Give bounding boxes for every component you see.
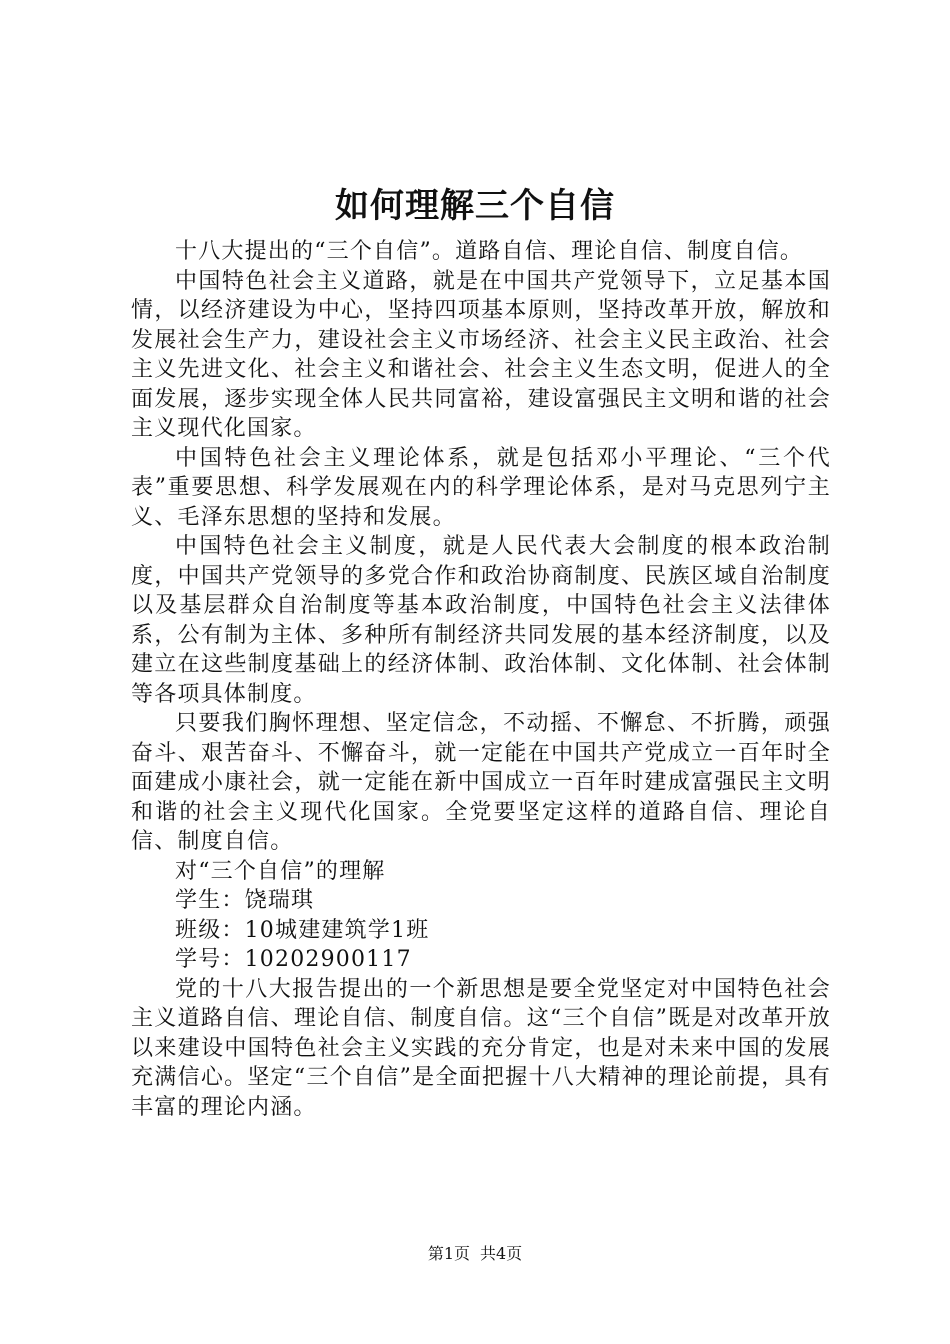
paragraph-theory: 中国特色社会主义理论体系，就是包括邓小平理论、“三个代表”重要思想、科学发展观在内的科学理论体系，是对马克思列宁主义、毛泽东思想的坚持和发展。 bbox=[131, 445, 831, 530]
page-total: 共4页 bbox=[480, 1244, 523, 1263]
student-class: 班级：10城建建筑学1班 bbox=[175, 917, 430, 943]
page-number: 第1页 bbox=[427, 1244, 470, 1263]
paragraph-conclusion: 只要我们胸怀理想、坚定信念，不动摇、不懈怠、不折腾，顽强奋斗、艰苦奋斗、不懈奋斗，就一定能在中国共产党成立一百年时全面建成小康社会，就一定能在新中国成立一百年时建成富强民主文明和谐的社会主义现代化国家。全党要坚定这样的道路自信、理论自信、制度自信。 bbox=[131, 711, 831, 854]
page-footer bbox=[0, 1243, 950, 1265]
paragraph-essay: 党的十八大报告提出的一个新思想是要全党坚定对中国特色社会主义道路自信、理论自信、制度自信。这“三个自信”既是对改革开放以来建设中国特色社会主义实践的充分肯定，也是对未来中国的发展充满信心。坚定“三个自信”是全面把握十八大精神的理论前提，具有丰富的理论内涵。 bbox=[131, 976, 831, 1120]
essay-subtitle: 对“三个自信”的理解 bbox=[175, 858, 386, 884]
paragraph-system: 中国特色社会主义制度，就是人民代表大会制度的根本政治制度，中国共产党领导的多党合作和政治协商制度、民族区域自治制度以及基层群众自治制度等基本政治制度，中国特色社会主义法律体系，公有制为主体、多种所有制经济共同发展的基本经济制度，以及建立在这些制度基础上的经济体制、政治体制、文化体制、社会体制等各项具体制度。 bbox=[131, 534, 831, 707]
student-id: 学号：10202900117 bbox=[175, 947, 412, 972]
document-title: 如何理解三个自信 bbox=[335, 186, 615, 226]
paragraph-road: 中国特色社会主义道路，就是在中国共产党领导下，立足基本国情，以经济建设为中心，坚持四项基本原则，坚持改革开放，解放和发展社会生产力，建设社会主义市场经济、社会主义民主政治、社会主义先进文化、社会主义和谐社会、社会主义生态文明，促进人的全面发展，逐步实现全体人民共同富裕，建设富强民主文明和谐的社会主义现代化国家。 bbox=[131, 268, 831, 441]
paragraph-intro: 十八大提出的“三个自信”。道路自信、理论自信、制度自信。 bbox=[175, 239, 804, 264]
document-body bbox=[131, 237, 831, 1122]
student-name: 学生：饶瑞琪 bbox=[175, 888, 315, 913]
